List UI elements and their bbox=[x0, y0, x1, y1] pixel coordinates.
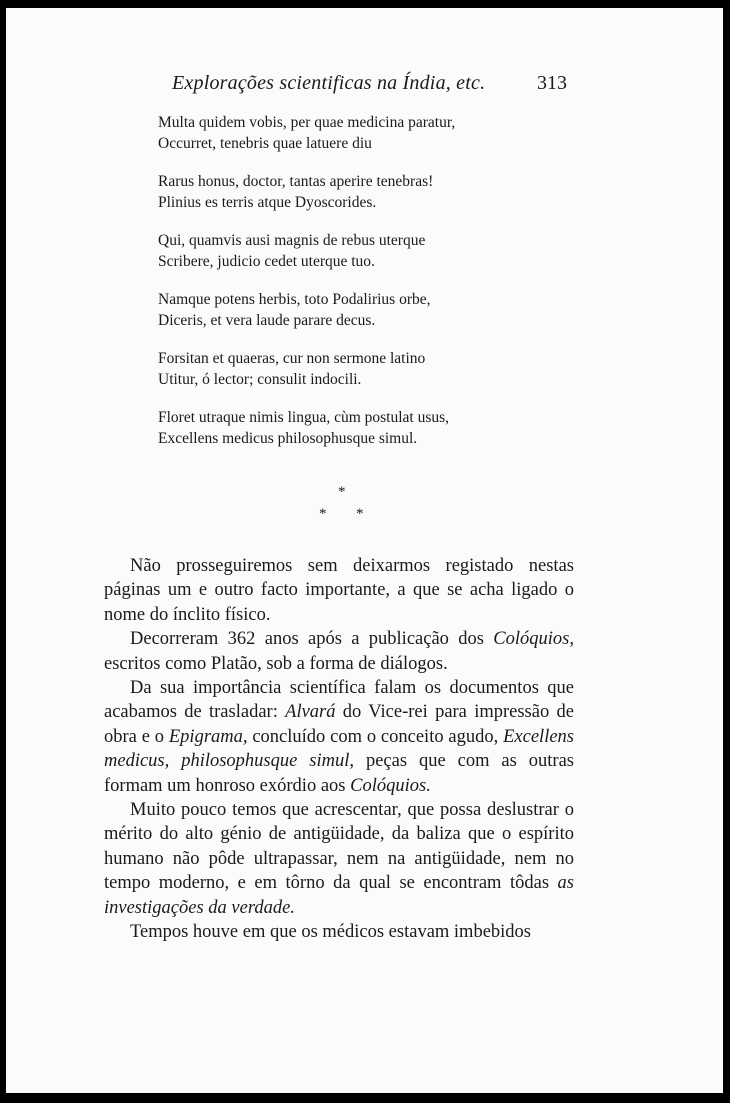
stanza-6 bbox=[158, 407, 455, 449]
paragraph-2: Decorreram 362 anos após a publicação dos Colóquios, escritos como Platão, sob a forma de diálogos. bbox=[104, 629, 574, 674]
verse-line: Multa quidem vobis, per quae medicina paratur, bbox=[158, 114, 456, 131]
paragraph-4: Muito pouco temos que acrescentar, que possa deslustrar o mérito do alto génio de antigüidade, da baliza que o espírito humano não pôde ultrapassar, nem na antigüidade, nem no tempo moderno, e em tôrno da qual se encontram tôdas as investigações da verdade. bbox=[104, 800, 574, 918]
document-page bbox=[6, 8, 723, 1093]
verse-line: Diceris, et vera laude parare decus. bbox=[158, 312, 376, 329]
verse-line: Qui, quamvis ausi magnis de rebus uterque bbox=[158, 232, 426, 249]
stanza-3 bbox=[158, 230, 455, 272]
body-text bbox=[104, 554, 574, 945]
stanza-5 bbox=[158, 348, 455, 390]
verse-line: Rarus honus, doctor, tantas aperire tenebras! bbox=[158, 173, 434, 190]
stanza-4 bbox=[158, 289, 455, 331]
verse-line: Occurret, tenebris quae latuere diu bbox=[158, 135, 372, 152]
paragraph-5: Tempos houve em que os médicos estavam imbebidos bbox=[130, 922, 532, 943]
paragraph-1: Não prosseguiremos sem deixarmos registado nestas páginas um e outro facto importante, a que se acha ligado o nome do ínclito físico. bbox=[104, 556, 574, 625]
asterisk-bottom-right: * bbox=[356, 506, 364, 522]
latin-epigram bbox=[158, 112, 455, 466]
stanza-1 bbox=[158, 112, 455, 154]
asterisk-top: * bbox=[338, 484, 346, 500]
page-number: 313 bbox=[537, 72, 567, 94]
paragraph-3: Da sua importância scientífica falam os documentos que acabamos de trasladar: Alvará do Vice-rei para impressão de obra e o Epigrama, concluído com o conceito agudo, Excellens medicus, philosophusque simul, peças que com as outras formam um honroso exórdio aos Colóquios. bbox=[104, 678, 574, 796]
running-title: Explorações scientificas na Índia, etc. bbox=[172, 72, 486, 94]
verse-line: Scribere, judicio cedet uterque tuo. bbox=[158, 253, 375, 270]
verse-line: Namque potens herbis, toto Podalirius orbe, bbox=[158, 291, 431, 308]
asterisk-bottom-left: * bbox=[319, 506, 327, 522]
verse-line: Plinius es terris atque Dyoscorides. bbox=[158, 194, 377, 211]
verse-line: Utitur, ó lector; consulit indocili. bbox=[158, 371, 362, 388]
stanza-2 bbox=[158, 171, 455, 213]
verse-line: Forsitan et quaeras, cur non sermone latino bbox=[158, 350, 426, 367]
running-header bbox=[6, 72, 723, 102]
verse-line: Floret utraque nimis lingua, cùm postulat usus, bbox=[158, 409, 450, 426]
asterism-separator bbox=[6, 484, 723, 530]
verse-line: Excellens medicus philosophusque simul. bbox=[158, 430, 418, 447]
